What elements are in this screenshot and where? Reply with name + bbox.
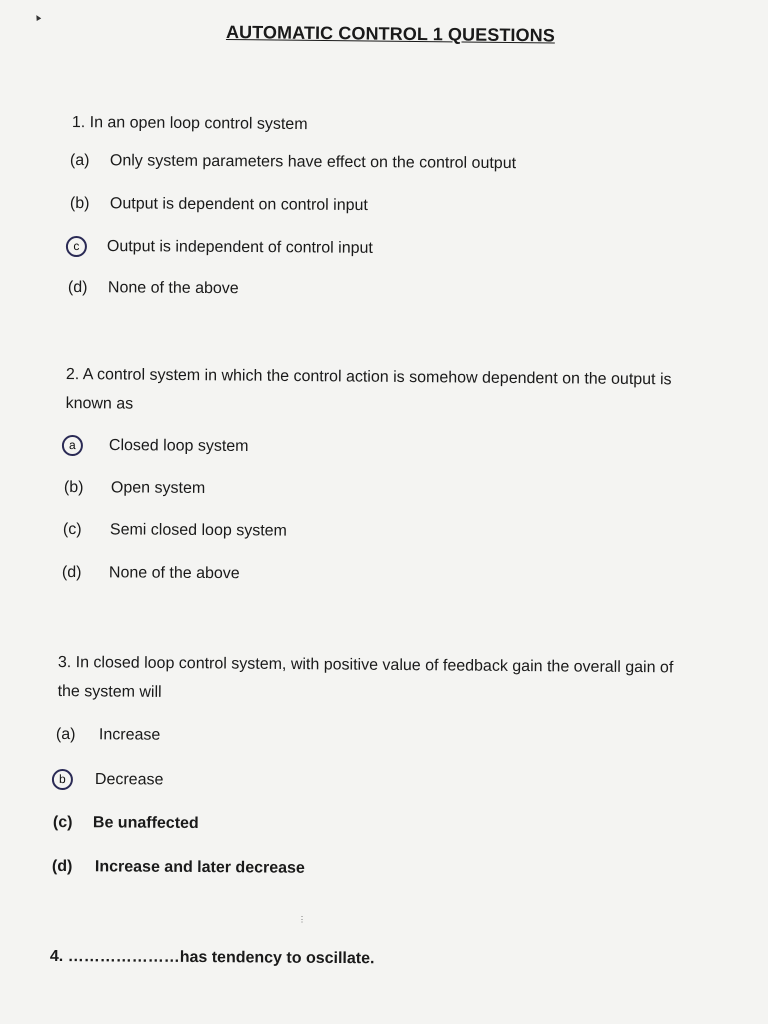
circled-answer-mark: a bbox=[62, 435, 83, 456]
paper-speck: ⋮ bbox=[298, 915, 306, 924]
question-1-stem: 1. In an open loop control system bbox=[71, 113, 308, 134]
question-3-option-b bbox=[54, 769, 164, 791]
option-text: Decrease bbox=[94, 771, 164, 789]
question-2-option-a bbox=[64, 435, 249, 457]
option-text: Only system parameters have effect on the control output bbox=[109, 152, 517, 173]
option-text: Be unaffected bbox=[92, 814, 199, 833]
question-3-option-d bbox=[52, 858, 305, 878]
option-text: None of the above bbox=[107, 279, 239, 298]
circled-answer-mark: b bbox=[52, 769, 73, 790]
pen-mark: ▲ bbox=[31, 10, 44, 24]
page-title: AUTOMATIC CONTROL 1 QUESTIONS bbox=[225, 22, 556, 46]
option-text: Output is dependent on control input bbox=[109, 195, 368, 215]
option-letter: (d) bbox=[67, 279, 88, 297]
option-text: Increase and later decrease bbox=[94, 858, 305, 877]
question-2-option-c bbox=[63, 521, 287, 541]
option-letter: (b) bbox=[69, 195, 90, 213]
option-letter: (d) bbox=[61, 564, 82, 582]
option-letter: (c) bbox=[62, 521, 82, 539]
question-3-stem-line1: 3. In closed loop control system, with positive value of feedback gain the overall gain of bbox=[57, 653, 674, 677]
question-4-stem bbox=[50, 948, 375, 968]
question-3-option-c bbox=[53, 814, 199, 833]
option-text: Open system bbox=[110, 479, 206, 497]
option-text: Semi closed loop system bbox=[109, 521, 287, 540]
question-3-option-a bbox=[56, 726, 160, 745]
question-2-option-d bbox=[62, 564, 240, 583]
option-letter: (d) bbox=[51, 858, 73, 876]
option-text: None of the above bbox=[108, 564, 240, 583]
question-4-blank: 4. ………………… bbox=[49, 948, 180, 966]
question-2-stem-line2: known as bbox=[65, 394, 134, 413]
question-1-option-b bbox=[70, 195, 368, 215]
option-letter: (a) bbox=[69, 152, 90, 170]
question-1-option-c bbox=[68, 236, 373, 259]
option-letter: (c) bbox=[52, 814, 73, 832]
option-text: Increase bbox=[98, 726, 161, 744]
option-text: Closed loop system bbox=[108, 437, 249, 456]
question-1-option-a bbox=[70, 152, 516, 173]
question-2-stem bbox=[65, 360, 671, 423]
question-3-stem-line2: the system will bbox=[57, 682, 162, 701]
circled-answer-mark: c bbox=[66, 236, 87, 257]
question-3-stem bbox=[57, 648, 673, 711]
option-text: Output is independent of control input bbox=[106, 238, 373, 257]
question-2-stem-line1: 2. A control system in which the control action is somehow dependent on the output is bbox=[65, 365, 672, 389]
question-2-option-b bbox=[64, 479, 205, 498]
question-4-text: has tendency to oscillate. bbox=[179, 948, 375, 968]
question-1-option-d bbox=[68, 279, 239, 298]
option-letter: (b) bbox=[63, 479, 84, 497]
option-letter: (a) bbox=[55, 726, 76, 744]
